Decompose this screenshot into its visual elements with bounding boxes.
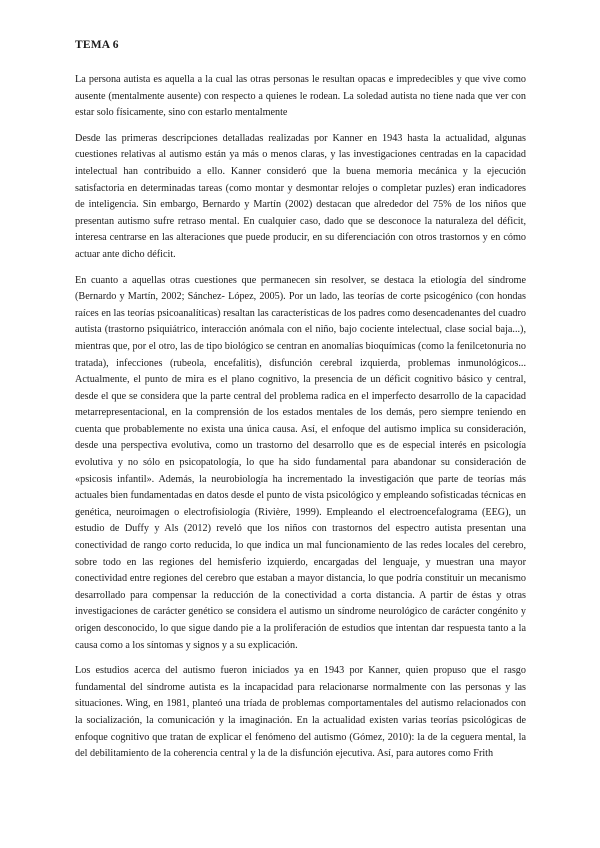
page-title: TEMA 6 [75, 39, 119, 51]
paragraph-theories: Los estudios acerca del autismo fueron iniciados ya en 1943 por Kanner, quien propuso que el rasgo fundamental del síndrome autista es la incapacidad para relacionarse normalmente con las personas y las situaciones. Wing, en 1981, planteó una tríada de problemas comportamentales del autismo relacionados con la socialización, la comunicación y la imaginación. En la actualidad existen varias teorías psicológicas de enfoque cognitivo que tratan de explicar el fenómeno del autismo (Gómez, 2010): la de la ceguera mental, la del debilitamiento de la coherencia central y la de la disfunción ejecutiva. Así, para autores como Frith [75, 665, 526, 760]
paragraph-etiology: En cuanto a aquellas otras cuestiones que permanecen sin resolver, se destaca la etiología del síndrome (Bernardo y Martín, 2002; Sánchez- López, 2005). Por un lado, las teorías de corte psicogénico (con hondas raíces en las teorías psicoanalíticas) resaltan las características de los padres como desencadenantes del cuadro autista (trastorno psiquiátrico, interacción anómala con el niño, bajo cociente intelectual, clase social baja...), mientras que, por el otro, las de tipo biológico se centran en anomalías bioquímicas (como la fenilcetonuria no tratada), infecciones (rubeola, encefalitis), disfunción cerebral izquierda, problemas inmunológicos... Actualmente, el punto de mira es el plano cognitivo, la presencia de un déficit cognitivo básico y central, desde el que se considera que la parte central del problema radica en el imperfecto desarrollo de la capacidad metarrepresentacional, en la comprensión de los estados mentales de los demás, pero siempre teniendo en cuenta que probablemente no exista una única causa. Así, el enfoque del autismo implica su consideración, desde una perspectiva evolutiva, como un trastorno del desarrollo que es de especial interés en psicología evolutiva y no sólo en psicopatología, lo que ha sido fundamental para abandonar su consideración de «psicosis infantil». Además, la neurobiología ha incrementado la investigación que parte de teorías más actuales bien fundamentadas en datos desde el punto de vista psicológico y empleando sofisticadas técnicas en genética, neuroimagen o electrofisiología (Rivière, 1999). Empleando el electroencefalograma (EEG), un estudio de Duffy y Als (2012) reveló que los niños con trastornos del espectro autista presentan una conectividad de rango corto reducida, lo que indica un mal funcionamiento de las redes locales del cerebro, sobre todo en las regiones del hemisferio izquierdo, encargadas del lenguaje, y muestran una mayor conectividad entre regiones del cerebro que estaban a mayor distancia, lo que podría constituir un mecanismo desarrollado para compensar la reducción de la conectividad a corta distancia. A partir de éstas y otras investigaciones de carácter genético se considera el autismo un síndrome neurológico de carácter congénito y origen desconocido, lo que sigue dando pie a la proliferación de estudios que intentan dar respuesta tanto a la causa como a los síntomas y signos y a su explicación. [75, 274, 526, 651]
paragraph-intellectual-capacity: Desde las primeras descripciones detalladas realizadas por Kanner en 1943 hasta la actualidad, algunas cuestiones relativas al autismo están ya más o menos claras, y las investigaciones centradas en la capacidad intelectual han contribuido a ello. Kanner consideró que la buena memoria mecánica y la ejecución satisfactoria en determinadas tareas (como montar y desmontar relojes o completar puzles) eran indicadores de inteligencia. Sin embargo, Bernardo y Martín (2002) destacan que alrededor del 75% de los niños que presentan autismo sufre retraso mental. En cualquier caso, dado que se desconoce la naturaleza del déficit, interesa centrarse en las alteraciones que puede producir, en su diferenciación con otros trastornos y en cómo actuar ante dicho déficit. [75, 132, 526, 260]
paragraph-definition: La persona autista es aquella a la cual las otras personas le resultan opacas e impredecibles y que vive como ausente (mentalmente ausente) con respecto a quienes le rodean. La soledad autista no tiene nada que ver con estar solo físicamente, sino con estarlo mentalmente [75, 74, 526, 119]
